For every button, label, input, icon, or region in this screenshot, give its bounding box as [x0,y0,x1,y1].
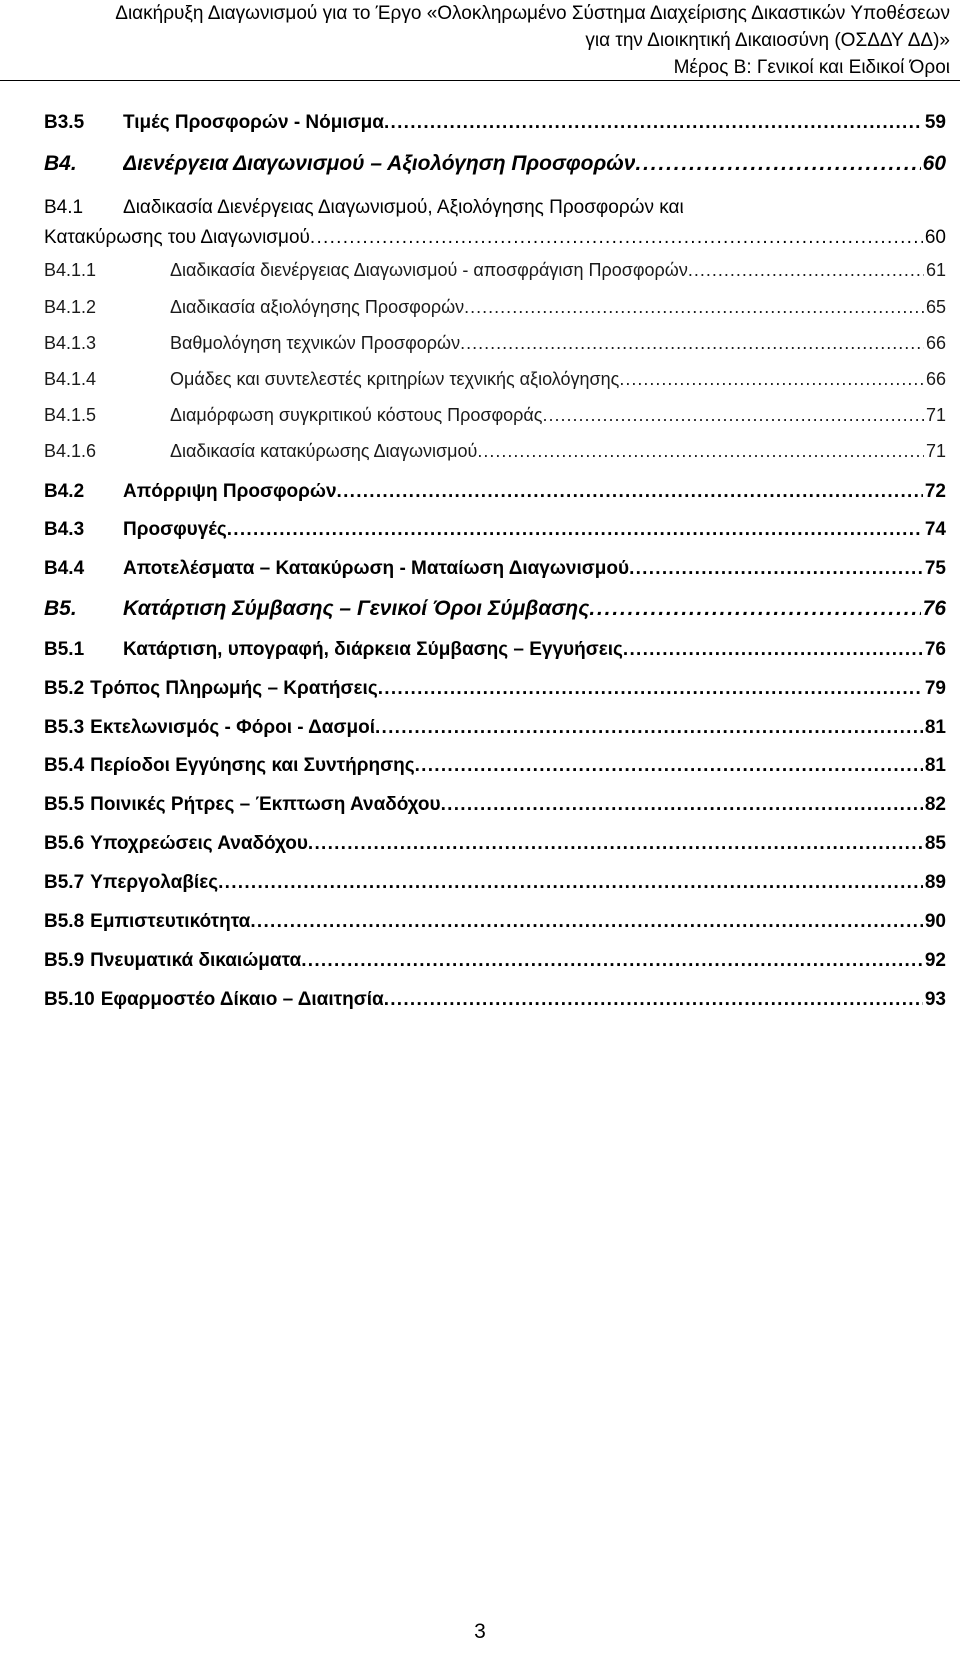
dot-leader [378,678,923,700]
dot-leader [619,369,924,390]
toc-number: Β5.10 [44,989,95,1010]
toc-page: 74 [924,519,946,540]
toc-number: Β4.1.1 [44,260,97,280]
toc-page: 59 [924,112,946,133]
toc-entry-b4[interactable] [44,152,946,176]
toc-title: Αποτελέσματα – Κατακύρωση - Ματαίωση Διαγωνισμού [123,558,630,579]
dot-leader [218,872,923,894]
toc-title: Διενέργεια Διαγωνισμού – Αξιολόγηση Προσφορών [123,152,636,175]
toc-page: 60 [924,227,946,248]
toc-page: 81 [924,717,946,738]
toc-number: Β5.4 [44,755,85,776]
toc-title: Διαδικασία διενέργειας Διαγωνισμού - αποσφράγιση Προσφορών [170,260,688,280]
toc-entry-b53[interactable] [44,717,946,739]
dot-leader [337,481,923,503]
toc-number: Β4. [44,152,77,175]
toc-entry-b416[interactable] [44,441,946,462]
toc-title: Ομάδες και συντελεστές κριτηρίων τεχνικής αξιολόγησης [170,369,620,389]
dot-leader [310,223,923,253]
toc-page: 61 [925,260,946,280]
toc-page: 92 [924,950,946,971]
dot-leader [441,794,923,816]
toc-title: Πνευματικά δικαιώματα [90,950,302,971]
toc-entry-b43[interactable] [44,519,946,541]
toc-entry-b414[interactable] [44,369,946,390]
toc-number: Β5.6 [44,833,85,854]
toc-page: 90 [924,911,946,932]
toc-entry-b42[interactable] [44,481,946,503]
toc-page: 72 [924,481,946,502]
toc-page: 76 [924,639,946,660]
toc-title: Εφαρμοστέο Δίκαιο – Διαιτησία [100,989,384,1010]
toc-page: 60 [922,152,946,175]
toc-title: Κατάρτιση Σύμβασης – Γενικοί Όροι Σύμβασης [123,597,590,620]
toc-entry-b55[interactable] [44,794,946,816]
toc-number: Β5.5 [44,794,85,815]
toc-number: Β4.1.3 [44,333,97,353]
toc-number: Β5.3 [44,717,85,738]
toc-number: Β5.8 [44,911,85,932]
toc-title: Εκτελωνισμός - Φόροι - Δασμοί [90,717,375,738]
toc-number: Β3.5 [44,112,85,133]
toc-page: 75 [924,558,946,579]
dot-leader [688,260,924,281]
dot-leader [227,519,923,541]
dot-leader [250,911,923,933]
toc-number: Β4.1 [44,197,84,218]
toc-title-continued: Κατακύρωσης του Διαγωνισμού [44,227,310,248]
header-line-3: Μέρος Β: Γενικοί και Ειδικοί Όροι [673,57,950,78]
dot-leader [464,297,924,318]
toc-entry-b415[interactable] [44,405,946,426]
dot-leader [635,152,920,176]
toc-entry-b413[interactable] [44,333,946,354]
toc-number: Β4.1.4 [44,369,97,389]
toc-entry-b54[interactable] [44,755,946,777]
toc-number: Β4.1.5 [44,405,97,425]
toc-entry-b58[interactable] [44,911,946,933]
dot-leader [415,755,923,777]
toc-entry-b57[interactable] [44,872,946,894]
toc-entry-b35[interactable] [44,112,946,134]
toc-page: 81 [924,755,946,776]
dot-leader [477,441,924,462]
toc-number: Β4.3 [44,519,85,540]
toc-title-line-2 [44,223,946,253]
dot-leader [308,833,923,855]
toc-entry-b411[interactable] [44,260,946,281]
toc-page: 82 [924,794,946,815]
toc-entry-b56[interactable] [44,833,946,855]
toc-title: Διαδικασία Διενέργειας Διαγωνισμού, Αξιολόγησης Προσφορών και [123,197,684,218]
dot-leader [375,717,923,739]
toc-page: 79 [924,678,946,699]
toc-entry-b412[interactable] [44,297,946,318]
toc-entry-b41[interactable] [44,193,946,253]
dot-leader [301,950,923,972]
toc-page: 71 [925,405,946,425]
toc-title: Υπεργολαβίες [90,872,219,893]
header-line-1: Διακήρυξη Διαγωνισμού για το Έργο «Ολοκληρωμένο Σύστημα Διαχείρισης Δικαστικών Υποθέσεων [115,3,950,24]
toc-page: 66 [925,369,946,389]
toc-page: 93 [924,989,946,1010]
toc-title-line-1 [44,193,946,223]
dot-leader [589,597,920,621]
toc-title: Απόρριψη Προσφορών [123,481,337,502]
toc-title: Υποχρεώσεις Αναδόχου [90,833,308,854]
toc-title: Προσφυγές [123,519,227,540]
toc-number: Β4.1.6 [44,441,97,461]
header-line-2: για την Διοικητική Δικαιοσύνη (ΟΣΔΔΥ ΔΔ)» [585,30,950,51]
toc-entry-b44[interactable] [44,558,946,580]
toc-number: Β5.1 [44,639,85,660]
toc-number: Β5. [44,597,77,620]
dot-leader [542,405,923,426]
toc-entry-b510[interactable] [44,989,946,1011]
toc-title: Κατάρτιση, υπογραφή, διάρκεια Σύμβασης – Εγγυήσεις [123,639,623,660]
dot-leader [384,112,923,134]
page-number: 3 [474,1620,486,1643]
toc-title: Τρόπος Πληρωμής – Κρατήσεις [90,678,378,699]
dot-leader [629,558,923,580]
toc-page: 66 [925,333,946,353]
toc-title: Ποινικές Ρήτρες – Έκπτωση Αναδόχου [90,794,441,815]
toc-number: Β4.1.2 [44,297,97,317]
toc-page: 76 [922,597,946,620]
toc-title: Διαμόρφωση συγκριτικού κόστους Προσφοράς [170,405,543,425]
toc-page: 71 [925,441,946,461]
toc-title: Διαδικασία αξιολόγησης Προσφορών [170,297,465,317]
toc-title: Περίοδοι Εγγύησης και Συντήρησης [90,755,415,776]
toc-page: 85 [924,833,946,854]
toc-title: Βαθμολόγηση τεχνικών Προσφορών [170,333,461,353]
toc-title: Διαδικασία κατακύρωσης Διαγωνισμού [170,441,478,461]
toc-number: Β5.9 [44,950,85,971]
dot-leader [623,639,923,661]
toc-number: Β5.7 [44,872,85,893]
toc-number: Β4.2 [44,481,85,502]
toc-entry-b59[interactable] [44,950,946,972]
dot-leader [460,333,924,354]
toc-number: Β5.2 [44,678,85,699]
toc-page: 65 [925,297,946,317]
toc-entry-b52[interactable] [44,678,946,700]
toc-title: Εμπιστευτικότητα [90,911,251,932]
toc-entry-b5[interactable] [44,597,946,621]
dot-leader [384,989,923,1011]
toc-page: 89 [924,872,946,893]
toc-entry-b51[interactable] [44,639,946,661]
toc-number: Β4.4 [44,558,85,579]
toc-title: Τιμές Προσφορών - Νόμισμα [123,112,384,133]
